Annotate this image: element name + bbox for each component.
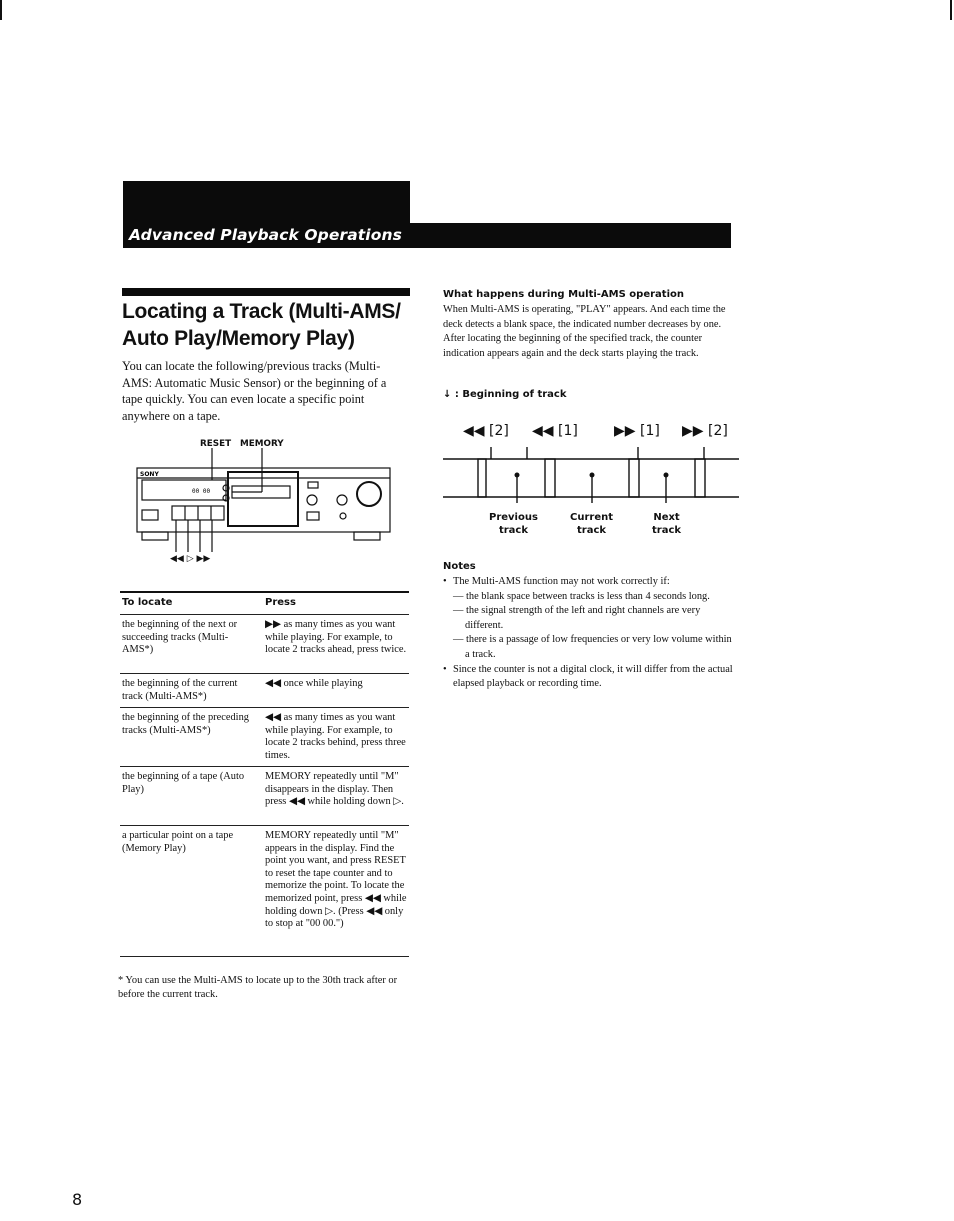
transport-buttons-legend: ◀◀ ▷ ▶▶ xyxy=(170,554,211,564)
notes-list xyxy=(443,575,733,692)
brand-logo: SONY xyxy=(140,471,159,478)
page-title: Locating a Track (Multi-AMS/ Auto Play/Memory Play) xyxy=(122,300,401,350)
section-band xyxy=(123,181,410,223)
multi-ams-heading: What happens during Multi-AMS operation xyxy=(443,289,684,300)
table-row: the beginning of a tape (Auto Play) MEMORY repeatedly until "M" disappears in the display. Then press ◀◀ while holding down ▷. xyxy=(120,766,409,767)
seq-prev-1: ◀◀ [1] xyxy=(532,423,578,439)
table-row: a particular point on a tape (Memory Play) MEMORY repeatedly until "M" appears in the display. Find the point you want, and press RESET to reset the tape counter and to memorize the point. To locate the memorized point, press ◀◀ while holding down ▷. (Press ◀◀ only to stop at "00 00.") xyxy=(120,825,409,826)
scan-edge-mark xyxy=(950,0,952,20)
memory-label: MEMORY xyxy=(240,439,284,449)
column-header-locate: To locate xyxy=(122,597,173,608)
scan-edge-mark xyxy=(0,0,2,20)
label-previous-track: Previous track xyxy=(489,512,538,536)
seq-next-1: ▶▶ [1] xyxy=(614,423,660,439)
label-current-track: Current track xyxy=(570,512,614,536)
table-row: the beginning of the current track (Multi-AMS*) ◀◀ once while playing xyxy=(120,673,409,674)
notes-heading: Notes xyxy=(443,561,476,572)
counter-display: 00 00 xyxy=(192,488,211,495)
label-next-track: Next track xyxy=(652,512,682,536)
tape-track-diagram xyxy=(443,445,741,505)
seq-next-2: ▶▶ [2] xyxy=(682,423,728,439)
title-rule xyxy=(122,288,410,296)
page-number: 8 xyxy=(72,1190,83,1209)
arrow-down-icon: ↓ xyxy=(443,389,452,400)
column-header-press: Press xyxy=(265,597,296,608)
list-item: • The Multi-AMS function may not work correctly if: xyxy=(443,576,670,587)
footnote: * You can use the Multi-AMS to locate up to the 30th track after or before the current track. xyxy=(118,975,398,1000)
list-item: — the blank space between tracks is less than 4 seconds long. — the signal strength of the left and right channels are very different. — there is a passage of low frequencies or very low volume within a track. xyxy=(453,590,732,660)
table-bottom-rule xyxy=(120,956,409,958)
multi-ams-body: When Multi-AMS is operating, "PLAY" appears. And each time the deck detects a blank space, the indicated number decreases by one. After locating the beginning of the specified track, the counter indication appears again and the deck starts playing the track. xyxy=(443,304,726,359)
intro-paragraph: You can locate the following/previous tracks (Multi-AMS: Automatic Music Sensor) or the beginning of a tape quickly. You can even locate a specific point anywhere on a tape. xyxy=(122,359,387,423)
reset-label: RESET xyxy=(200,439,232,449)
section-title: Advanced Playback Operations xyxy=(129,226,402,244)
list-item: • Since the counter is not a digital clock, it will differ from the actual elapsed playback or recording time. xyxy=(443,663,733,690)
seq-prev-2: ◀◀ [2] xyxy=(463,423,509,439)
legend: ↓ : Beginning of track xyxy=(443,389,567,400)
table-row: the beginning of the next or succeeding tracks (Multi-AMS*) ▶▶ as many times as you want while playing. For example, to locate 2 tracks ahead, press twice. xyxy=(120,614,409,615)
cassette-deck-illustration xyxy=(132,448,394,568)
table-row: the beginning of the preceding tracks (Multi-AMS*) ◀◀ as many times as you want while playing. For example, to locate 2 tracks behind, press three times. xyxy=(120,707,409,708)
